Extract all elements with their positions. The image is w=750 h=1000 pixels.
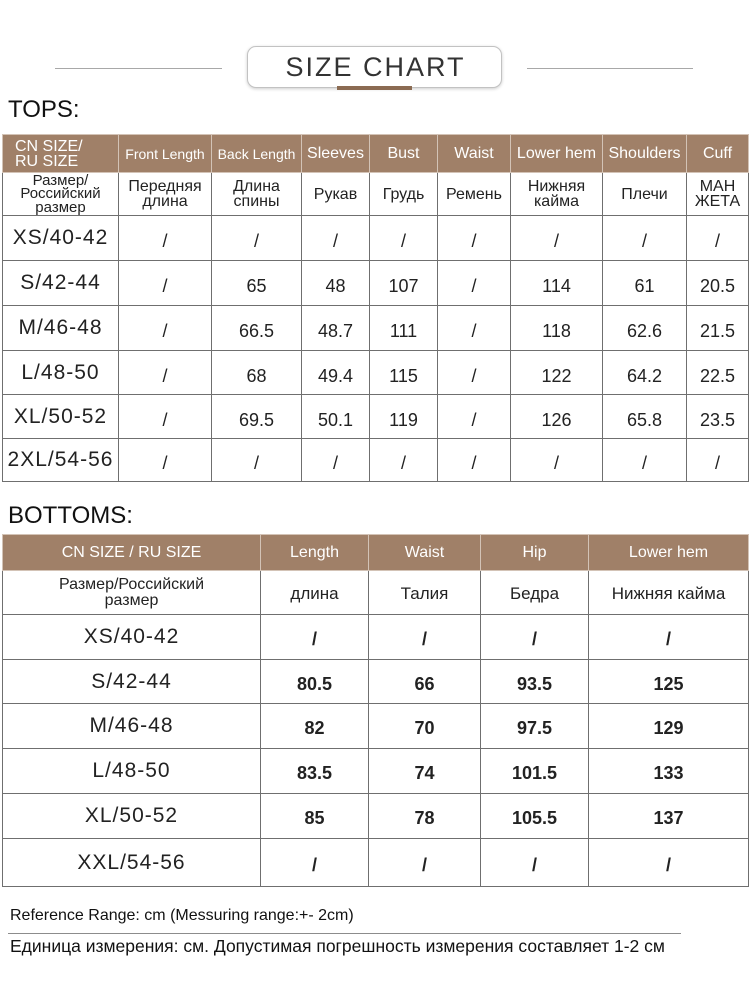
bottoms-hip-cell: 105.5 <box>481 794 589 839</box>
tops-sleeves-cell: 50.1 <box>302 395 370 439</box>
tops-row-s <box>3 261 749 306</box>
tops-heading: TOPS: <box>8 96 80 123</box>
tops-shoulders-cell: 61 <box>603 261 687 306</box>
tops-sleeves-cell: / <box>302 439 370 482</box>
tops-ru-label-row <box>3 173 749 216</box>
tops-lower-hem-cell: 126 <box>511 395 603 439</box>
bottoms-size-label: L/48-50 <box>3 749 261 794</box>
page-title: SIZE CHART <box>247 46 502 88</box>
tops-back-length-cell: 68 <box>212 351 302 395</box>
tops-header-back-length: Back Length <box>212 135 302 173</box>
tops-sleeves-cell: 48.7 <box>302 306 370 351</box>
bottoms-lower-hem-cell: / <box>589 839 749 887</box>
tops-header-waist: Waist <box>438 135 511 173</box>
bottoms-waist-cell: 78 <box>369 794 481 839</box>
reference-range-note: Reference Range: cm (Messuring range:+- 2cm) <box>10 907 354 924</box>
tops-cuff-cell: / <box>687 216 749 261</box>
tops-ru-label-size: Размер/ Российский размер <box>3 173 119 216</box>
title-divider-left <box>55 68 222 69</box>
tops-front-length-cell: / <box>119 261 212 306</box>
bottoms-header-lower-hem: Lower hem <box>589 535 749 571</box>
bottoms-ru-label-waist: Талия <box>369 571 481 615</box>
tops-row-l <box>3 351 749 395</box>
tops-ru-label-cuff: МАН ЖЕТА <box>687 173 749 216</box>
bottoms-hip-cell: / <box>481 839 589 887</box>
bottoms-ru-label-size: Размер/Российский размер <box>3 571 261 615</box>
title-divider-right <box>527 68 693 69</box>
bottoms-row-xs <box>3 615 749 660</box>
bottoms-ru-label-lower-hem: Нижняя кайма <box>589 571 749 615</box>
bottoms-length-cell: 83.5 <box>261 749 369 794</box>
tops-back-length-cell: 66.5 <box>212 306 302 351</box>
bottoms-lower-hem-cell: 133 <box>589 749 749 794</box>
bottoms-header-row <box>3 535 749 571</box>
tops-header-cn-size: CN SIZE/ RU SIZE <box>3 135 119 173</box>
tops-lower-hem-cell: 118 <box>511 306 603 351</box>
tops-shoulders-cell: 65.8 <box>603 395 687 439</box>
tops-waist-cell: / <box>438 395 511 439</box>
measurement-tolerance-note: Единица измерения: см. Допустимая погрешность измерения составляет 1-2 см <box>10 936 665 956</box>
tops-ru-label-lower-hem: Нижняя кайма <box>511 173 603 216</box>
bottoms-length-cell: 80.5 <box>261 660 369 704</box>
tops-sleeves-cell: 49.4 <box>302 351 370 395</box>
tops-header-bust: Bust <box>370 135 438 173</box>
footer-divider <box>8 933 681 934</box>
tops-ru-label-sleeves: Рукав <box>302 173 370 216</box>
bottoms-hip-cell: 101.5 <box>481 749 589 794</box>
tops-bust-cell: 111 <box>370 306 438 351</box>
bottoms-size-label: S/42-44 <box>3 660 261 704</box>
tops-ru-label-shoulders: Плечи <box>603 173 687 216</box>
tops-size-label: S/42-44 <box>3 261 119 306</box>
bottoms-lower-hem-cell: 125 <box>589 660 749 704</box>
tops-front-length-cell: / <box>119 216 212 261</box>
tops-size-label: L/48-50 <box>3 351 119 395</box>
bottoms-lower-hem-cell: 129 <box>589 704 749 749</box>
bottoms-header-cn-size: CN SIZE / RU SIZE <box>3 535 261 571</box>
bottoms-length-cell: / <box>261 615 369 660</box>
bottoms-waist-cell: / <box>369 839 481 887</box>
bottoms-ru-label-hip: Бедра <box>481 571 589 615</box>
bottoms-heading: BOTTOMS: <box>8 502 133 529</box>
bottoms-waist-cell: 70 <box>369 704 481 749</box>
tops-back-length-cell: 65 <box>212 261 302 306</box>
tops-cuff-cell: 22.5 <box>687 351 749 395</box>
tops-header-sleeves: Sleeves <box>302 135 370 173</box>
tops-size-table <box>2 134 749 482</box>
bottoms-size-label: XXL/54-56 <box>3 839 261 887</box>
bottoms-row-m <box>3 704 749 749</box>
tops-row-xs <box>3 216 749 261</box>
tops-waist-cell: / <box>438 439 511 482</box>
bottoms-size-label: M/46-48 <box>3 704 261 749</box>
tops-bust-cell: 119 <box>370 395 438 439</box>
tops-front-length-cell: / <box>119 351 212 395</box>
tops-bust-cell: / <box>370 216 438 261</box>
tops-shoulders-cell: 64.2 <box>603 351 687 395</box>
tops-waist-cell: / <box>438 216 511 261</box>
tops-header-shoulders: Shoulders <box>603 135 687 173</box>
tops-back-length-cell: / <box>212 216 302 261</box>
tops-size-label: 2XL/54-56 <box>3 439 119 482</box>
tops-bust-cell: 107 <box>370 261 438 306</box>
tops-waist-cell: / <box>438 306 511 351</box>
tops-front-length-cell: / <box>119 306 212 351</box>
tops-sleeves-cell: / <box>302 216 370 261</box>
bottoms-row-xl <box>3 794 749 839</box>
tops-size-label: XL/50-52 <box>3 395 119 439</box>
tops-bust-cell: 115 <box>370 351 438 395</box>
bottoms-length-cell: 85 <box>261 794 369 839</box>
bottoms-length-cell: 82 <box>261 704 369 749</box>
tops-ru-label-front-length: Передняя длина <box>119 173 212 216</box>
bottoms-ru-label-length: длина <box>261 571 369 615</box>
bottoms-length-cell: / <box>261 839 369 887</box>
bottoms-size-label: XL/50-52 <box>3 794 261 839</box>
tops-back-length-cell: / <box>212 439 302 482</box>
tops-header-lower-hem: Lower hem <box>511 135 603 173</box>
tops-ru-label-waist: Ремень <box>438 173 511 216</box>
tops-header-cuff: Cuff <box>687 135 749 173</box>
tops-back-length-cell: 69.5 <box>212 395 302 439</box>
tops-row-2xl <box>3 439 749 482</box>
tops-lower-hem-cell: 114 <box>511 261 603 306</box>
tops-lower-hem-cell: / <box>511 439 603 482</box>
tops-shoulders-cell: / <box>603 216 687 261</box>
bottoms-lower-hem-cell: / <box>589 615 749 660</box>
title-accent-bar <box>337 86 412 90</box>
tops-sleeves-cell: 48 <box>302 261 370 306</box>
bottoms-lower-hem-cell: 137 <box>589 794 749 839</box>
tops-ru-label-bust: Грудь <box>370 173 438 216</box>
tops-size-label: M/46-48 <box>3 306 119 351</box>
tops-bust-cell: / <box>370 439 438 482</box>
bottoms-size-label: XS/40-42 <box>3 615 261 660</box>
bottoms-header-hip: Hip <box>481 535 589 571</box>
bottoms-waist-cell: 66 <box>369 660 481 704</box>
bottoms-waist-cell: / <box>369 615 481 660</box>
bottoms-hip-cell: / <box>481 615 589 660</box>
tops-shoulders-cell: / <box>603 439 687 482</box>
bottoms-header-length: Length <box>261 535 369 571</box>
bottoms-row-xxl <box>3 839 749 887</box>
tops-waist-cell: / <box>438 261 511 306</box>
tops-row-m <box>3 306 749 351</box>
tops-ru-label-back-length: Длина спины <box>212 173 302 216</box>
tops-lower-hem-cell: / <box>511 216 603 261</box>
bottoms-waist-cell: 74 <box>369 749 481 794</box>
tops-size-label: XS/40-42 <box>3 216 119 261</box>
bottoms-row-s <box>3 660 749 704</box>
tops-front-length-cell: / <box>119 439 212 482</box>
tops-shoulders-cell: 62.6 <box>603 306 687 351</box>
tops-cuff-cell: / <box>687 439 749 482</box>
tops-cuff-cell: 21.5 <box>687 306 749 351</box>
tops-front-length-cell: / <box>119 395 212 439</box>
tops-lower-hem-cell: 122 <box>511 351 603 395</box>
bottoms-header-waist: Waist <box>369 535 481 571</box>
tops-header-row <box>3 135 749 173</box>
bottoms-hip-cell: 97.5 <box>481 704 589 749</box>
tops-cuff-cell: 20.5 <box>687 261 749 306</box>
bottoms-size-table <box>2 534 749 887</box>
tops-waist-cell: / <box>438 351 511 395</box>
bottoms-hip-cell: 93.5 <box>481 660 589 704</box>
bottoms-row-l <box>3 749 749 794</box>
tops-cuff-cell: 23.5 <box>687 395 749 439</box>
tops-header-front-length: Front Length <box>119 135 212 173</box>
bottoms-ru-label-row <box>3 571 749 615</box>
tops-row-xl <box>3 395 749 439</box>
